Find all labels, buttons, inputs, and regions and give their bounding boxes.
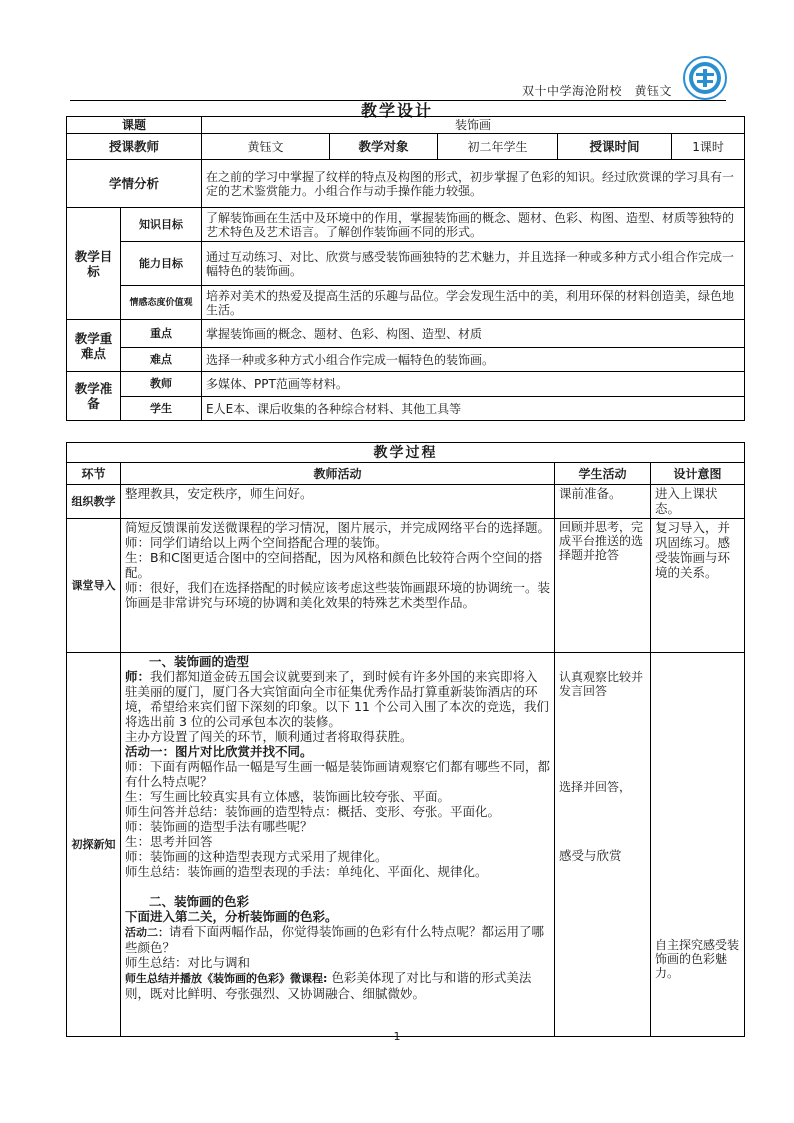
prep-teacher-label: 教师: [121, 372, 202, 397]
row-intent: 复习导入，并巩固练习。感受装饰画与环境的关系。: [651, 519, 745, 653]
col-header-student: 学生活动: [555, 463, 651, 485]
teacher-value: 黄钰文: [202, 134, 330, 160]
section-heading: 一、装饰画的造型: [149, 654, 250, 669]
school-logo-icon: [683, 56, 727, 100]
audience-label: 教学对象: [330, 134, 438, 160]
process-title: 教学过程: [67, 443, 745, 463]
col-header-stage: 环节: [67, 463, 121, 485]
emotion-text: 培养对美术的热爱及提高生活的乐趣与品位。学会发现生活中的美，利用环保的材料创造美，绿色地生活。: [202, 286, 745, 320]
section-heading: 二、装饰画的色彩: [149, 894, 250, 909]
time-label: 授课时间: [558, 134, 672, 160]
process-table: [66, 442, 745, 1037]
teacher-line: 师：装饰画的造型手法有哪些呢？: [125, 819, 313, 834]
analysis-label: 学情分析: [67, 160, 202, 208]
prep-student-label: 学生: [121, 397, 202, 421]
teacher-line: 师生总结并播放《装饰画的色彩》微课程: 色彩美体现了对比与和谐的形式美法则，既对比鲜明、夸张强烈、又协调融合、细腻微妙。: [125, 970, 532, 1001]
teacher-line: 师生总结：装饰画的造型表现的手法：单纯化、平面化、规律化。: [125, 864, 488, 879]
row-stage: 组织教学: [67, 485, 121, 519]
audience-value: 初二年学生: [438, 134, 558, 160]
row-stage: 课堂导入: [67, 519, 121, 653]
spacer: [125, 879, 550, 894]
teacher-line: 生：思考并回答: [125, 834, 213, 849]
page-number: 1: [393, 1030, 401, 1043]
prep-teacher-text: 多媒体、PPT范画等材料。: [202, 372, 745, 397]
teacher-line: 师：我们都知道金砖五国会议就要到来了，到时候有许多外国的来宾即将入驻美丽的厦门，厦门各大宾馆面向全市征集优秀作品打算重新装饰酒店的环境，希望给来宾们留下深刻的印象。以下 11 个公司入围了本次的竞选，我们将选出前 3 位的公司承包本次的装修。: [125, 669, 549, 729]
header-school-author: 双十中学海沧附校 黄钰文: [521, 84, 672, 98]
teacher-line: 师：下面有两幅作品一幅是写生画一幅是装饰画请观察它们都有哪些不同，都有什么特点呢？: [125, 759, 551, 789]
teacher-line: 师生总结：对比与调和: [125, 955, 251, 970]
difficulty-label: 难点: [121, 348, 202, 372]
activity-heading: 活动一：图片对比欣赏并找不同。: [125, 744, 313, 759]
student-line: 感受与欣赏: [559, 848, 622, 863]
ability-label: 能力目标: [121, 242, 202, 286]
keypoints-label: 教学重难点: [67, 320, 121, 372]
intent-line: 自主探究感受装饰画的色彩魅力。: [655, 938, 740, 980]
time-value: 1课时: [672, 134, 745, 160]
prep-label: 教学准备: [67, 372, 121, 421]
activity-heading: 下面进入第二关，分析装饰画的色彩。: [125, 909, 338, 924]
teacher-line: 生：写生画比较真实具有立体感，装饰画比较夸张、平面。: [125, 789, 451, 804]
knowledge-label: 知识目标: [121, 208, 202, 242]
row-teacher: 整理教具，安定秩序，师生问好。: [121, 485, 555, 519]
col-header-teacher: 教师活动: [121, 463, 555, 485]
row-intent: 进入上课状态。: [651, 485, 745, 519]
difficulty-text: 选择一种或多种方式小组合作完成一幅特色的装饰画。: [202, 348, 745, 372]
teacher-line: 主办方设置了闯关的环节，顺利通过者将取得获胜。: [125, 729, 413, 744]
teacher-label: 授课教师: [67, 134, 202, 160]
lesson-info-table: [66, 116, 745, 421]
focus-label: 重点: [121, 320, 202, 348]
analysis-text: 在之前的学习中掌握了纹样的特点及构图的形式，初步掌握了色彩的知识。经过欣赏课的学习具有一定的艺术鉴赏能力。小组合作与动手操作能力较强。: [202, 160, 745, 208]
goals-label: 教学目标: [67, 208, 121, 320]
focus-text: 掌握装饰画的概念、题材、色彩、构图、造型、材质: [202, 320, 745, 348]
teacher-line: 简短反馈课前发送微课程的学习情况，图片展示，并完成网络平台的选择题。: [125, 520, 551, 535]
teacher-line: 活动二：请看下面两幅作品，你觉得装饰画的色彩有什么特点呢？都运用了哪些颜色？: [125, 924, 545, 955]
teacher-line: 生：B和C图更适合图中的空间搭配，因为风格和颜色比较符合两个空间的搭配。: [125, 550, 543, 580]
knowledge-text: 了解装饰画在生活中及环境中的作用，掌握装饰画的概念、题材、色彩、构图、造型、材质等独特的艺术特色及艺术语言。了解创作装饰画不同的形式。: [202, 208, 745, 242]
ability-text: 通过互动练习、对比、欣赏与感受装饰画独特的艺术魅力，并且选择一种或多种方式小组合作完成一幅特色的装饰画。: [202, 242, 745, 286]
row-intent: [651, 653, 745, 1037]
doc-title: 教学设计: [360, 101, 433, 120]
row-student: 回顾并思考，完成平台推送的选择题并抢答: [555, 519, 651, 653]
teacher-line: 师：同学们请给以上两个空间搭配合理的装饰。: [125, 535, 388, 550]
emotion-label: 情感态度价值观: [121, 286, 202, 320]
row-student: 课前准备。: [555, 485, 651, 519]
teacher-line: 师：装饰画的这种造型表现方式采用了规律化。: [125, 849, 388, 864]
row-student: [555, 653, 651, 1037]
student-line: 认真观察比较并发言回答: [559, 670, 644, 698]
teacher-line: 师生问答并总结：装饰画的造型特点：概括、变形、夸张。平面化。: [125, 804, 501, 819]
topic-value: 装饰画: [202, 117, 745, 134]
col-header-intent: 设计意图: [651, 463, 745, 485]
topic-label: 课题: [67, 117, 202, 134]
teacher-line: 师：很好，我们在选择搭配的时候应该考虑这些装饰画跟环境的协调统一。装饰画是非常讲究与环境的协调和美化效果的特殊艺术类型作品。: [125, 580, 551, 610]
row-teacher: [121, 519, 555, 653]
row-teacher: [121, 653, 555, 1037]
prep-student-text: E人E本、课后收集的各种综合材料、其他工具等: [202, 397, 745, 421]
student-line: 选择并回答，: [559, 780, 632, 794]
row-stage: 初探新知: [67, 653, 121, 1037]
